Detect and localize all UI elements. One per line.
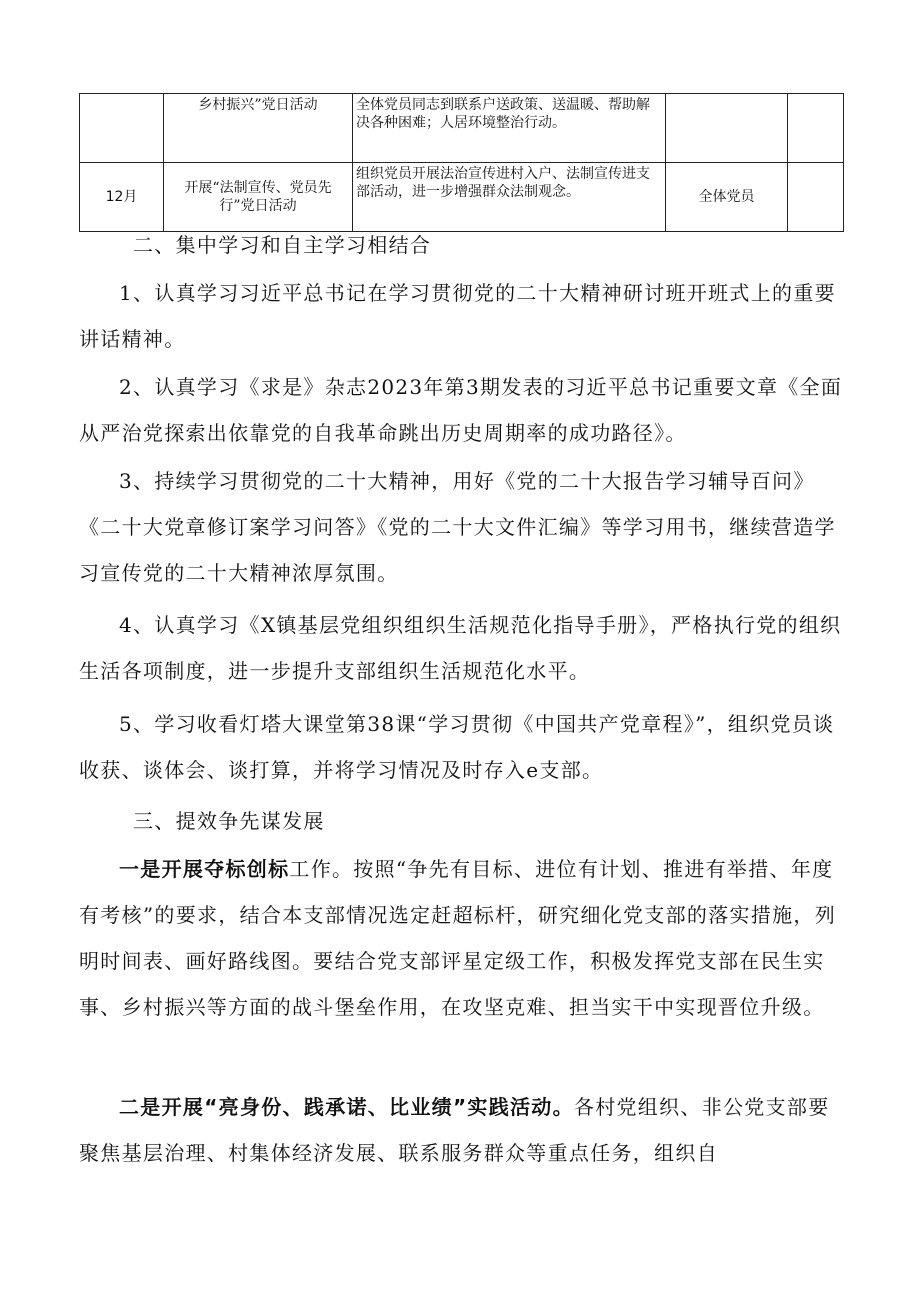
- study-item-4: 4、认真学习《X镇基层党组织组织生活规范化指导手册》，严格执行党的组织生活各项制度，进一步提升支部组织生活规范化水平。: [79, 613, 842, 683]
- month-cell: [80, 94, 164, 163]
- month-cell: 12月: [80, 163, 164, 232]
- content-cell: 组织党员开展法治宣传进村入户、法制宣传进支部活动，进一步增强群众法制观念。: [353, 163, 666, 232]
- participants-cell: 全体党员: [666, 163, 788, 232]
- task-lead-2: 二是开展“亮身份、践承诺、比业绩”实践活动。: [119, 1095, 574, 1119]
- study-item-5: 5、学习收看灯塔大课堂第38课“学习贯彻《中国共产党章程》”，组织党员谈收获、谈体会、谈打算，并将学习情况及时存入e支部。: [79, 712, 835, 782]
- activity-cell: 开展“法制宣传、党员先行”党日活动: [164, 163, 353, 232]
- note-cell: [788, 94, 844, 163]
- study-item-3: 3、持续学习贯彻党的二十大精神，用好《党的二十大报告学习辅导百问》《二十大党章修订案学习问答》《党的二十大文件汇编》等学习用书，继续营造学习宣传党的二十大精神浓厚氛围。: [79, 469, 836, 585]
- section-heading-2: 二、集中学习和自主学习相结合: [133, 233, 432, 257]
- task-text-2: 各村党组织、非公党支部要聚焦基层治理、村集体经济发展、联系服务群众等重点任务，组织自: [79, 1095, 830, 1165]
- section-heading-3: 三、提效争先谋发展: [133, 809, 325, 833]
- task-paragraph-2: [79, 1084, 845, 1176]
- task-text-1: 工作。按照“争先有目标、进位有计划、推进有举措、年度有考核”的要求，结合本支部情况选定赶超标杆，研究细化党支部的落实措施，列明时间表、画好路线图。要结合党支部评星定级工作，积极发挥党支部在民生实事、乡村振兴等方面的战斗堡垒作用，在攻坚克难、担当实干中实现晋位升级。: [79, 857, 837, 1019]
- participants-cell: [666, 94, 788, 163]
- task-lead-1: 一是开展夺标创标: [119, 857, 290, 881]
- activity-cell: 乡村振兴”党日活动: [164, 94, 353, 163]
- study-item-2: 2、认真学习《求是》杂志2023年第3期发表的习近平总书记重要文章《全面从严治党探索出依靠党的自我革命跳出历史周期率的成功路径》。: [79, 375, 843, 445]
- task-paragraph-1: [79, 846, 845, 1030]
- study-item-1: 1、认真学习习近平总书记在学习贯彻党的二十大精神研讨班开班式上的重要讲话精神。: [79, 281, 836, 351]
- activity-table: [79, 93, 844, 232]
- table-row: [80, 94, 844, 163]
- content-cell: 全体党员同志到联系户送政策、送温暖、帮助解决各种困难；人居环境整治行动。: [353, 94, 666, 163]
